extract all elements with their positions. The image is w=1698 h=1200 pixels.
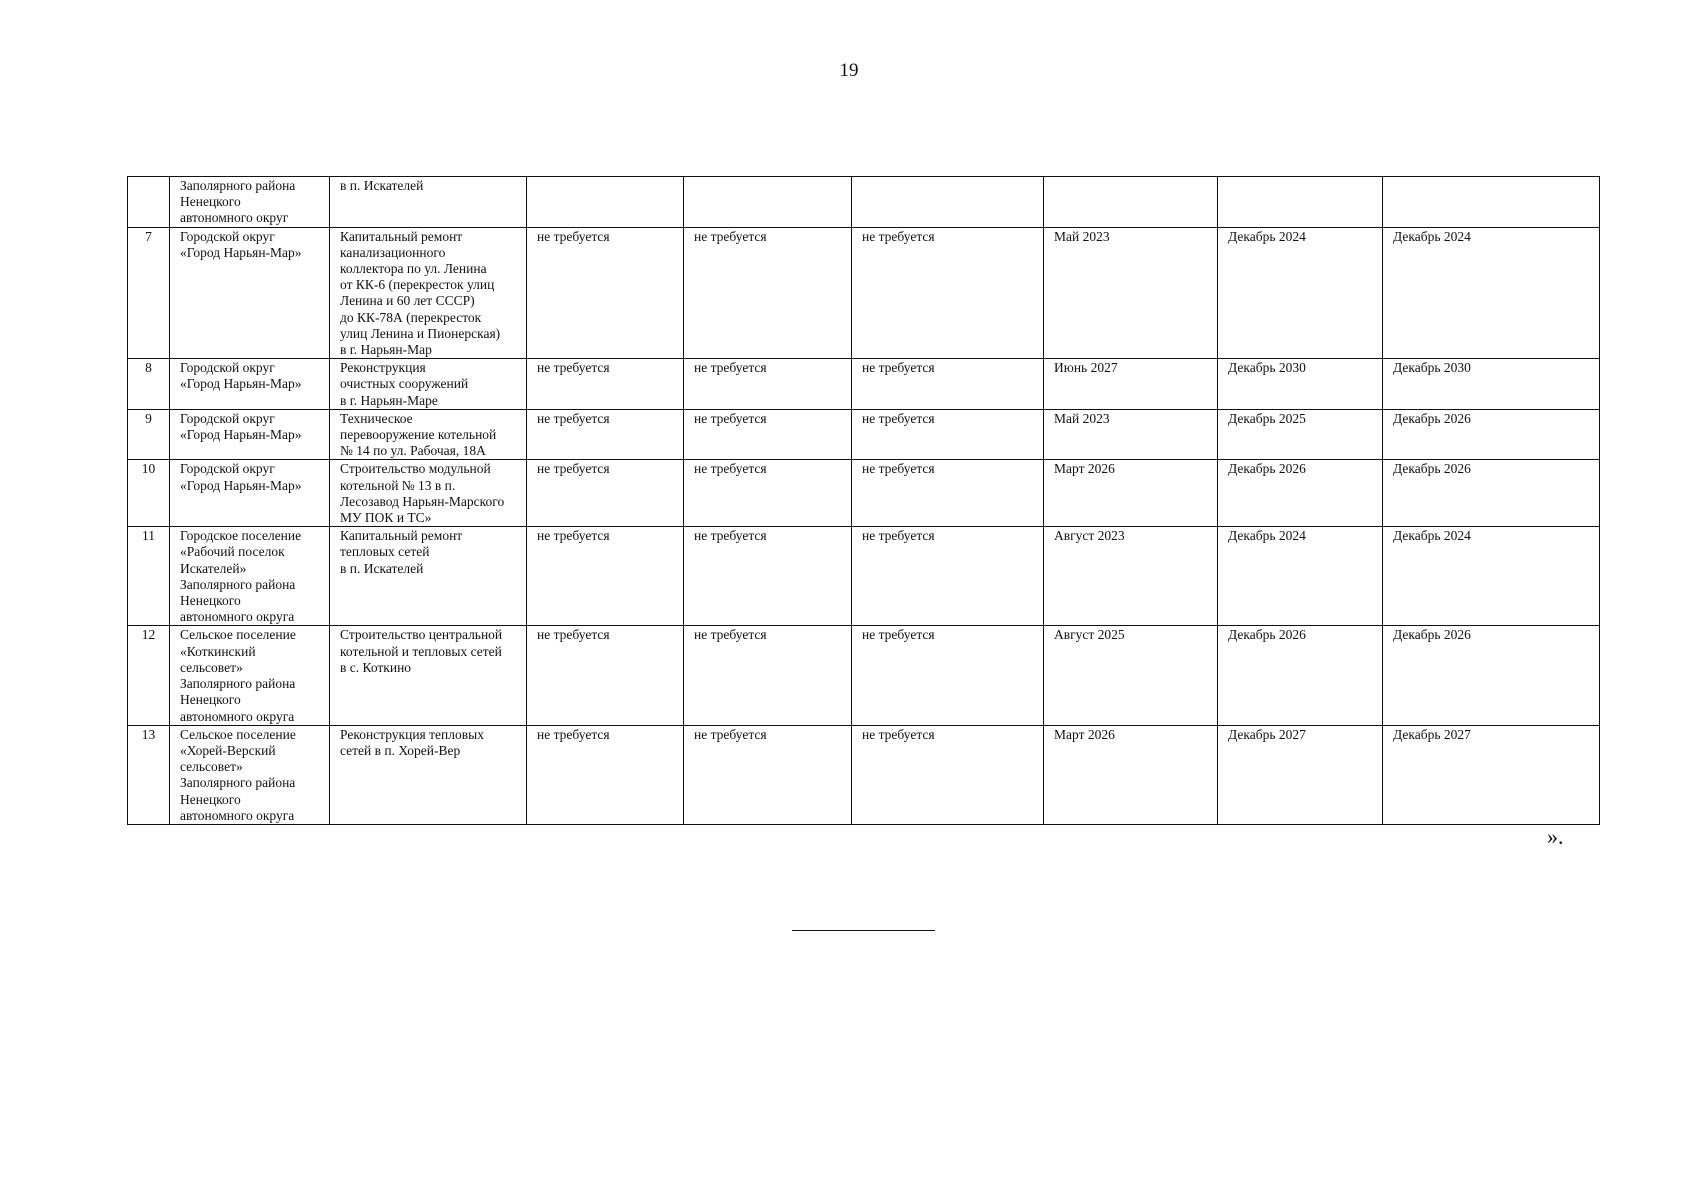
deadline-cell [1383,227,1600,359]
cell-line: 9 [145,410,152,426]
cell-line: в г. Нарьян-Маре [340,392,438,408]
cell-line: Август 2025 [1054,627,1125,643]
works-schedule-table [127,176,1600,825]
status-cell-1 [527,409,684,460]
cell-line: «Город Нарьян-Мар» [180,427,302,443]
deadline-cell [1383,409,1600,460]
cell-line: сетей в п. Хорей-Вер [340,742,461,758]
cell-line: Март 2026 [1054,461,1115,477]
cell-line: Реконструкция тепловых [340,726,484,742]
status-cell-2 [684,725,852,824]
cell-line: Декабрь 2024 [1228,528,1306,544]
status-cell-2 [684,177,852,228]
status-cell-1 [527,626,684,725]
end-date-cell [1218,725,1383,824]
cell-line: очистных сооружений [340,376,469,392]
cell-line: коллектора по ул. Ленина [340,261,487,277]
status-cell-1 [527,359,684,410]
cell-line: № 14 по ул. Рабочая, 18А [340,443,486,459]
cell-line: «Рабочий поселок [180,544,285,560]
status-cell-1 [527,460,684,527]
cell-line: Городской округ [180,360,275,376]
deadline-cell [1383,177,1600,228]
cell-line: Техническое [340,410,413,426]
cell-line: автономного округа [180,708,295,724]
cell-line: Август 2023 [1054,528,1125,544]
cell-line: Ненецкого [180,791,241,807]
row-number [128,409,170,460]
cell-line: Декабрь 2027 [1228,726,1306,742]
municipality-cell [170,460,330,527]
cell-line: Строительство модульной [340,461,491,477]
cell-line: Декабрь 2030 [1228,360,1306,376]
deadline-cell [1383,460,1600,527]
start-date-cell [1044,177,1218,228]
cell-line: «Город Нарьян-Мар» [180,477,302,493]
cell-line: Май 2023 [1054,410,1110,426]
table-row [128,527,1600,626]
municipality-cell [170,725,330,824]
start-date-cell [1044,359,1218,410]
status-cell-3 [852,409,1044,460]
object-cell [330,527,527,626]
cell-line: улиц Ленина и Пионерская) [340,325,501,341]
object-cell [330,460,527,527]
cell-line: не требуется [694,360,767,376]
end-rule [792,930,935,931]
cell-line: Городское поселение [180,528,302,544]
cell-line: не требуется [537,360,610,376]
status-cell-2 [684,359,852,410]
table-row [128,227,1600,359]
status-cell-3 [852,177,1044,228]
cell-line: канализационного [340,244,446,260]
cell-line: не требуется [537,228,610,244]
cell-line: не требуется [862,726,935,742]
cell-line: Декабрь 2024 [1228,228,1306,244]
cell-line: Ненецкого [180,593,241,609]
cell-line: 10 [141,461,156,477]
cell-line: Декабрь 2024 [1393,528,1471,544]
deadline-cell [1383,725,1600,824]
cell-line: в г. Нарьян-Мар [340,342,432,358]
status-cell-1 [527,227,684,359]
cell-line: Искателей» [180,560,247,576]
object-cell [330,626,527,725]
cell-line: 11 [142,528,155,544]
cell-line: тепловых сетей [340,544,430,560]
status-cell-3 [852,227,1044,359]
cell-line: Заполярного района [180,775,296,791]
cell-line: Капитальный ремонт [340,528,463,544]
cell-line: Заполярного района [180,676,296,692]
page-number: 19 [839,60,859,81]
table-row [128,409,1600,460]
cell-line: Декабрь 2027 [1393,726,1471,742]
start-date-cell [1044,227,1218,359]
cell-line: Городской округ [180,461,275,477]
cell-line: перевооружение котельной [340,427,497,443]
cell-line: не требуется [537,410,610,426]
cell-line: Декабрь 2026 [1228,461,1306,477]
cell-line: не требуется [694,627,767,643]
table-row [128,359,1600,410]
start-date-cell [1044,527,1218,626]
cell-line: 13 [141,726,156,742]
row-number [128,527,170,626]
cell-line: 7 [145,228,152,244]
cell-line: Сельское поселение [180,627,296,643]
cell-line: автономного округа [180,807,295,823]
start-date-cell [1044,725,1218,824]
cell-line: не требуется [537,627,610,643]
status-cell-1 [527,527,684,626]
deadline-cell [1383,626,1600,725]
status-cell-3 [852,626,1044,725]
table-row [128,460,1600,527]
cell-line: не требуется [694,228,767,244]
municipality-cell [170,626,330,725]
cell-line: не требуется [862,228,935,244]
status-cell-2 [684,227,852,359]
cell-line: Городской округ [180,410,275,426]
cell-line: не требуется [537,726,610,742]
status-cell-2 [684,626,852,725]
cell-line: Городской округ [180,228,275,244]
start-date-cell [1044,409,1218,460]
cell-line: не требуется [862,410,935,426]
status-cell-2 [684,527,852,626]
municipality-cell [170,527,330,626]
deadline-cell [1383,527,1600,626]
municipality-cell [170,359,330,410]
cell-line: Заполярного района [180,178,296,193]
cell-line: не требуется [694,726,767,742]
cell-line: автономного округ [180,210,289,226]
cell-line: Строительство центральной [340,627,503,643]
cell-line: котельной № 13 в п. [340,477,456,493]
table-row [128,626,1600,725]
end-date-cell [1218,626,1383,725]
cell-line: Март 2026 [1054,726,1115,742]
cell-line: сельсовет» [180,659,243,675]
cell-line: Сельское поселение [180,726,296,742]
municipality-cell [170,409,330,460]
cell-line: Декабрь 2024 [1393,228,1471,244]
cell-line: не требуется [694,461,767,477]
cell-line: Ненецкого [180,194,241,210]
row-number [128,725,170,824]
cell-line: «Город Нарьян-Мар» [180,244,302,260]
cell-line: Заполярного района [180,576,296,592]
status-cell-3 [852,460,1044,527]
cell-line: 8 [145,360,152,376]
municipality-cell [170,227,330,359]
object-cell [330,359,527,410]
end-date-cell [1218,227,1383,359]
object-cell [330,227,527,359]
cell-line: в с. Коткино [340,659,412,675]
object-cell [330,725,527,824]
cell-line: в п. Искателей [340,560,424,576]
closing-quote: ». [1547,824,1564,849]
cell-line: Ненецкого [180,692,241,708]
cell-line: МУ ПОК и ТС» [340,510,432,526]
cell-line: «Хорей-Верский [180,742,276,758]
deadline-cell [1383,359,1600,410]
cell-line: Июнь 2027 [1054,360,1118,376]
cell-line: Май 2023 [1054,228,1110,244]
cell-line: не требуется [694,410,767,426]
municipality-cell [170,177,330,228]
cell-line: не требуется [862,461,935,477]
cell-line: до КК-78А (перекресток [340,309,482,325]
status-cell-3 [852,359,1044,410]
cell-line: 12 [141,627,156,643]
row-number [128,626,170,725]
row-number [128,177,170,228]
cell-line: автономного округа [180,609,295,625]
cell-line: Лесозавод Нарьян-Марского [340,493,505,509]
row-number [128,359,170,410]
cell-line: не требуется [537,461,610,477]
cell-line: Декабрь 2030 [1393,360,1471,376]
end-date-cell [1218,359,1383,410]
end-date-cell [1218,460,1383,527]
end-date-cell [1218,409,1383,460]
cell-line: от КК-6 (перекресток улиц [340,277,495,293]
status-cell-2 [684,460,852,527]
cell-line: котельной и тепловых сетей [340,643,502,659]
status-cell-1 [527,725,684,824]
object-cell [330,409,527,460]
cell-line: не требуется [862,627,935,643]
cell-line: не требуется [862,528,935,544]
cell-line: Декабрь 2026 [1393,627,1471,643]
table-row [128,725,1600,824]
cell-line: Ленина и 60 лет СССР) [340,293,475,309]
row-number [128,460,170,527]
table-row [128,177,1600,228]
cell-line: Декабрь 2026 [1393,410,1471,426]
start-date-cell [1044,626,1218,725]
cell-line: Декабрь 2026 [1228,627,1306,643]
cell-line: «Коткинский [180,643,256,659]
status-cell-2 [684,409,852,460]
cell-line: не требуется [694,528,767,544]
end-date-cell [1218,177,1383,228]
cell-line: сельсовет» [180,759,243,775]
cell-line: не требуется [862,360,935,376]
status-cell-1 [527,177,684,228]
object-cell [330,177,527,228]
status-cell-3 [852,527,1044,626]
cell-line: не требуется [537,528,610,544]
end-date-cell [1218,527,1383,626]
start-date-cell [1044,460,1218,527]
cell-line: Декабрь 2025 [1228,410,1306,426]
row-number [128,227,170,359]
table-body [128,177,1600,825]
cell-line: Капитальный ремонт [340,228,463,244]
status-cell-3 [852,725,1044,824]
cell-line: «Город Нарьян-Мар» [180,376,302,392]
cell-line: Декабрь 2026 [1393,461,1471,477]
cell-line: Реконструкция [340,360,426,376]
cell-line: в п. Искателей [340,178,424,193]
